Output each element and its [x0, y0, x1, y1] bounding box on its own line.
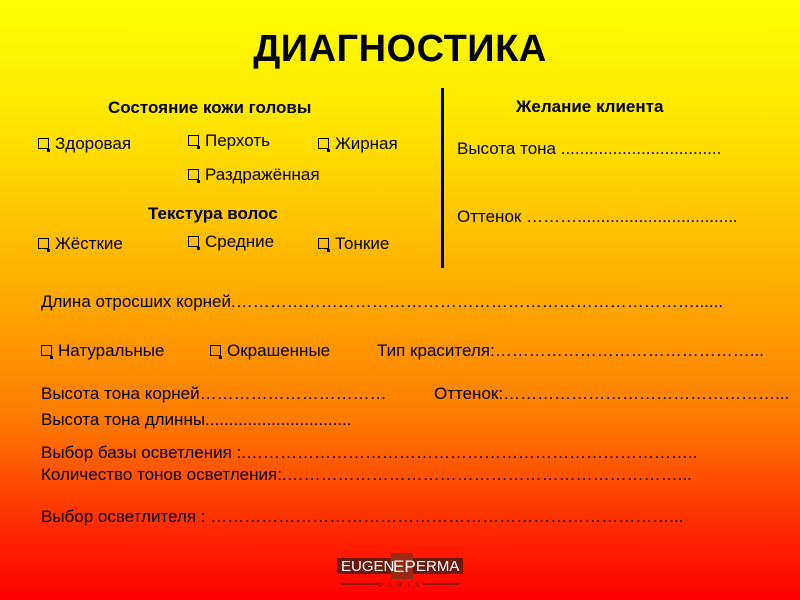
bleach-tones-field[interactable]: Количество тонов осветления:.……………………………………………………………...: [41, 465, 692, 484]
client-heading: Желание клиента: [516, 97, 664, 116]
client-shade-field[interactable]: Оттенок ………..................................: [457, 207, 738, 226]
page-title: ДИАГНОСТИКА: [253, 28, 547, 70]
root-shade-field[interactable]: Оттенок:…………………………………………...: [434, 384, 790, 403]
scalp-option-oily[interactable]: Жирная: [318, 134, 398, 154]
root-tone-field[interactable]: Высота тона корней……………………………: [41, 384, 387, 403]
texture-heading: Текстура волос: [148, 204, 278, 223]
scalp-option-dandruff[interactable]: Перхоть: [188, 131, 270, 151]
roots-length-field[interactable]: Длина отросших корней.………………………………………………………………………......: [41, 292, 724, 311]
column-divider: [441, 88, 444, 268]
checkbox[interactable]: [188, 236, 199, 247]
scalp-option-irritated[interactable]: Раздражённая: [188, 165, 320, 185]
texture-option-fine[interactable]: Тонкие: [318, 234, 389, 254]
checkbox[interactable]: [188, 135, 199, 146]
logo-text-left: EUGEN: [341, 558, 395, 575]
length-tone-field[interactable]: Высота тона длинны...............................: [41, 410, 352, 429]
option-dyed[interactable]: Окрашенные: [210, 341, 330, 361]
checkbox[interactable]: [318, 238, 329, 249]
checkbox[interactable]: [188, 169, 199, 180]
bleach-base-field[interactable]: Выбор базы осветления :.……………………………………………………………………..: [41, 443, 698, 462]
logo-text-mid: EP: [393, 557, 416, 576]
eugene-perma-logo: [337, 553, 463, 589]
scalp-option-healthy[interactable]: Здоровая: [38, 134, 131, 154]
client-tone-field[interactable]: Высота тона ..................................: [457, 139, 722, 158]
logo-sub: P A R I S: [379, 583, 421, 589]
texture-option-coarse[interactable]: Жёсткие: [38, 234, 123, 254]
logo-text-right: ERMA: [416, 558, 460, 575]
dye-type-field[interactable]: Тип красителя:………………………………………...: [377, 341, 764, 360]
checkbox[interactable]: [38, 238, 49, 249]
checkbox[interactable]: [41, 345, 52, 356]
scalp-heading: Состояние кожи головы: [108, 98, 312, 117]
checkbox[interactable]: [210, 345, 221, 356]
checkbox[interactable]: [38, 138, 49, 149]
checkbox[interactable]: [318, 138, 329, 149]
texture-option-medium[interactable]: Средние: [188, 232, 274, 252]
option-natural[interactable]: Натуральные: [41, 341, 164, 361]
lightener-field[interactable]: Выбор осветлителя : ………………………………………………………………………...: [41, 507, 684, 526]
